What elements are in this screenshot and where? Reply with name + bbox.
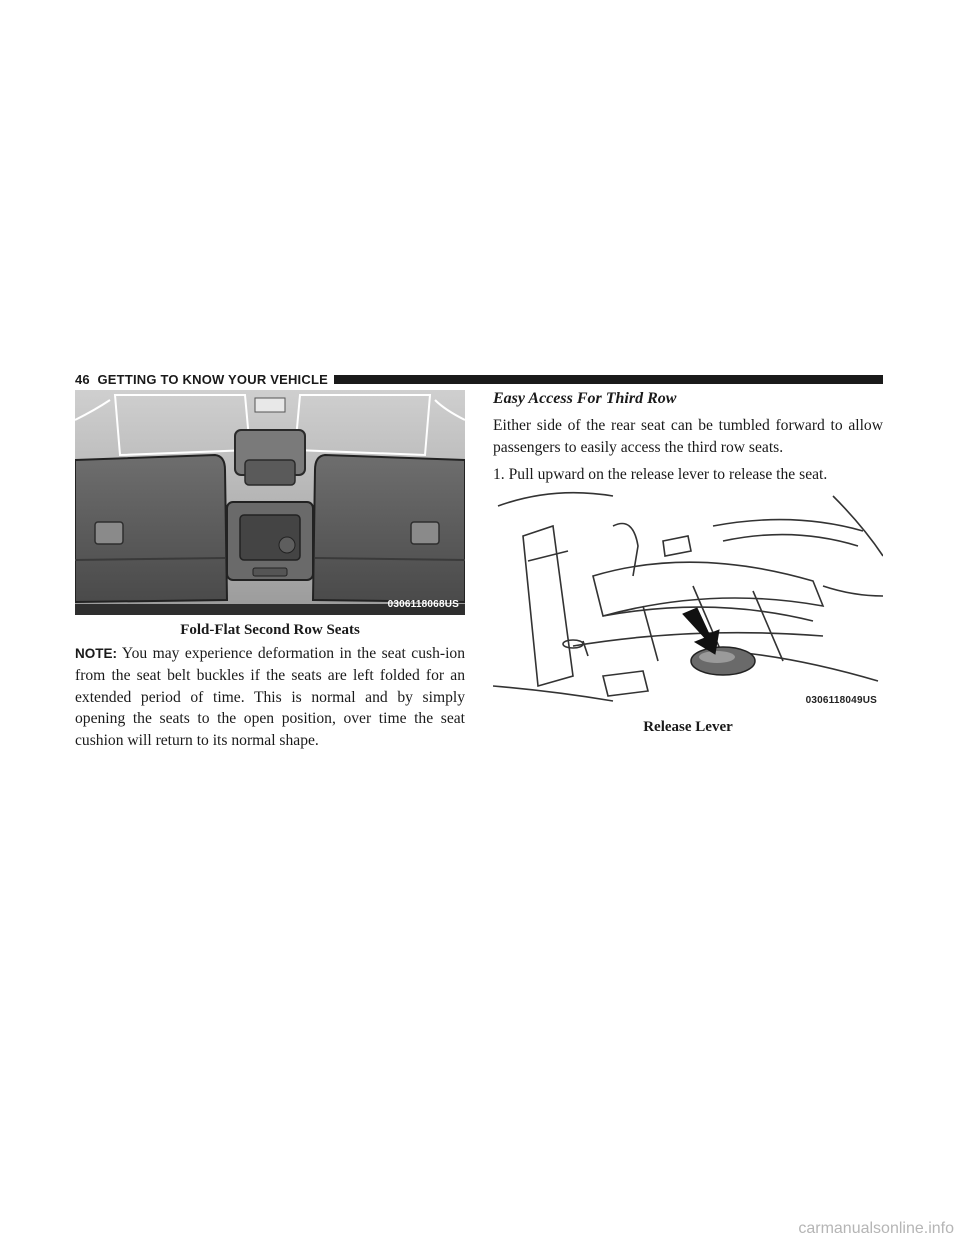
- page-header: [75, 372, 883, 386]
- page-number: 46: [75, 371, 90, 387]
- fold-flat-seats-illustration: [75, 390, 465, 615]
- watermark: carmanualsonline.info: [798, 1220, 954, 1237]
- figure-code: 0306118068US: [387, 599, 459, 610]
- section-title: GETTING TO KNOW YOUR VEHICLE: [97, 371, 328, 387]
- note-label: NOTE:: [75, 646, 117, 661]
- figure-caption: Fold-Flat Second Row Seats: [180, 622, 360, 638]
- figure-fold-flat-seats: [75, 390, 465, 615]
- header-rule: [334, 375, 883, 384]
- section-paragraph: Either side of the rear seat can be tumbled forward to allow passengers to easily access the third row seats.: [493, 417, 883, 456]
- figure-release-lever: [493, 486, 883, 711]
- header-text: [75, 372, 334, 387]
- figure-code: 0306118049US: [805, 695, 877, 706]
- release-lever-illustration: [493, 486, 883, 711]
- figure-caption: Release Lever: [643, 719, 733, 735]
- note-text: You may experience deformation in the seat cush-ion from the seat belt buckles if the seats are left folded for an extended period of time. This is normal and by simply opening the seats to the open position, over time the seat cushion will return to its normal shape.: [75, 645, 465, 750]
- note-paragraph: [75, 643, 465, 752]
- section-heading: Easy Access For Third Row: [493, 390, 677, 407]
- step-1: 1. Pull upward on the release lever to release the seat.: [493, 466, 828, 483]
